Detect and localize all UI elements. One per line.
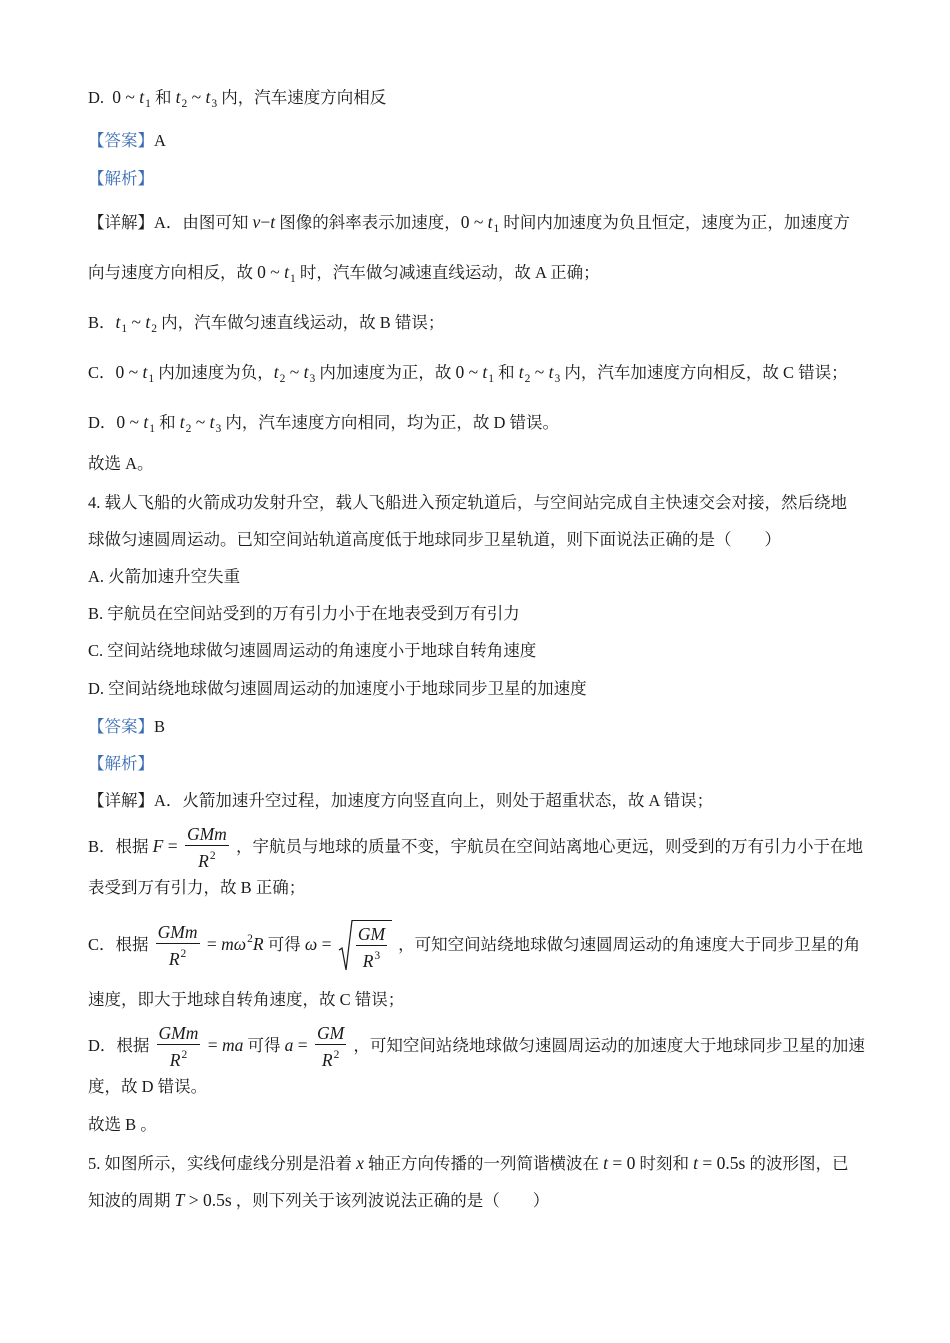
text-run: B． bbox=[88, 313, 116, 332]
fraction-denominator bbox=[315, 1045, 346, 1071]
math-text: = bbox=[163, 835, 182, 856]
math-symbol: t bbox=[145, 312, 151, 332]
math-variable bbox=[169, 949, 186, 969]
math-variable bbox=[187, 824, 227, 844]
text-run: 【详解】A．由图可知 bbox=[88, 213, 253, 232]
math-variable bbox=[548, 362, 561, 385]
text-run: 5. 如图所示，实线何虚线分别是沿着 bbox=[88, 1154, 357, 1173]
section-label: 【答案】 bbox=[88, 131, 154, 150]
text-run: A. 火箭加速升空失重 bbox=[88, 567, 241, 586]
text-run: 内加速度为正，故 bbox=[315, 363, 456, 382]
math-variable bbox=[179, 412, 192, 435]
math-symbol: F bbox=[152, 835, 164, 856]
section-label: 【解析】 bbox=[88, 754, 154, 773]
math-subscript: 3 bbox=[211, 98, 218, 110]
math-symbol: t bbox=[270, 212, 276, 232]
explanation-line bbox=[88, 260, 600, 291]
text-run: 和 bbox=[494, 363, 519, 382]
math-symbol: R bbox=[362, 951, 374, 971]
math-text: ~ bbox=[127, 312, 146, 332]
math-symbol: T bbox=[174, 1190, 185, 1210]
radical-stroke bbox=[339, 921, 353, 970]
section-label: 【答案】 bbox=[88, 717, 154, 736]
math-subscript: 1 bbox=[145, 98, 151, 110]
math-symbol: ω bbox=[304, 933, 318, 954]
math-variable bbox=[205, 87, 218, 110]
math-symbol: t bbox=[143, 412, 149, 432]
question-4-stem bbox=[88, 528, 781, 552]
text-run: 内，汽车速度方向相反 bbox=[217, 88, 387, 107]
math-symbol: v bbox=[252, 212, 261, 232]
fraction-numerator bbox=[156, 922, 200, 944]
math-symbol: t bbox=[303, 362, 309, 382]
text-run: 图像的斜率表示加速度， bbox=[275, 213, 461, 232]
text-run: C．根据 bbox=[88, 934, 153, 954]
math-subscript: 2 bbox=[185, 423, 192, 435]
math-symbol: t bbox=[179, 412, 185, 432]
option-a-line bbox=[88, 565, 240, 589]
math-variable bbox=[170, 1050, 187, 1070]
math-text: = 0.5s bbox=[698, 1153, 746, 1173]
math-symbol: GMm bbox=[158, 1023, 199, 1043]
math-symbol: t bbox=[548, 362, 554, 382]
math-variable bbox=[303, 362, 316, 385]
math-variable bbox=[518, 362, 531, 385]
math-subscript: 2 bbox=[151, 323, 157, 335]
math-variable bbox=[198, 851, 215, 871]
math-text: − bbox=[260, 212, 271, 232]
text-run: ，宇航员与地球的质量不变，宇航员在空间站离地心更远，则受到的万有引力小于在地 bbox=[231, 836, 863, 856]
math-text: 0 ~ bbox=[455, 362, 483, 382]
math-text: = bbox=[203, 1034, 223, 1055]
fraction-denominator bbox=[157, 1045, 201, 1071]
math-symbol: t bbox=[142, 362, 148, 382]
fraction-denominator bbox=[185, 846, 229, 872]
math-symbol: t bbox=[518, 362, 524, 382]
math-text: 0 ~ bbox=[257, 262, 285, 282]
math-symbol: t bbox=[139, 87, 145, 107]
math-symbol: GMm bbox=[157, 922, 198, 942]
text-run: 时间内加速度为负且恒定，速度为正，加速度方 bbox=[499, 213, 850, 232]
text-run: ，可知空间站绕地球做匀速圆周运动的角速度大于同步卫星的角 bbox=[394, 934, 861, 954]
math-symbol: GM bbox=[317, 1023, 345, 1043]
math-superscript: 2 bbox=[333, 1049, 340, 1061]
math-subscript: 1 bbox=[289, 273, 296, 285]
math-symbol: t bbox=[175, 87, 181, 107]
math-variable bbox=[284, 262, 296, 285]
math-symbol: R bbox=[169, 1050, 181, 1070]
radicand bbox=[353, 920, 392, 972]
math-symbol: t bbox=[487, 212, 493, 232]
math-symbol: a bbox=[284, 1034, 294, 1055]
math-variable bbox=[322, 1050, 339, 1070]
text-run: 内，汽车做匀速直线运动，故 B 错误； bbox=[156, 313, 445, 332]
text-run: B. 宇航员在空间站受到的万有引力小于在地表受到万有引力 bbox=[88, 604, 520, 623]
explanation-line bbox=[88, 1075, 207, 1099]
explanation-line bbox=[88, 410, 559, 441]
text-run: 轴正方向传播的一列简谐横波在 bbox=[363, 1154, 604, 1173]
text-run: 4. 载人飞船的火箭成功发射升空，载人飞船进入预定轨道后，与空间站完成自主快速交会对接，然后绕地 bbox=[88, 493, 847, 512]
math-text: > 0.5s bbox=[184, 1190, 232, 1210]
text-run: ，可知空间站绕地球做匀速圆周运动的加速度大于地球同步卫星的加速 bbox=[349, 1035, 865, 1055]
math-superscript: 2 bbox=[247, 932, 253, 945]
math-superscript: 2 bbox=[209, 850, 216, 862]
answer-line bbox=[88, 129, 166, 153]
math-variable bbox=[253, 934, 264, 954]
math-text: ~ bbox=[187, 87, 206, 107]
math-subscript: 1 bbox=[148, 373, 155, 385]
math-subscript: 1 bbox=[149, 423, 156, 435]
option-d-line bbox=[88, 85, 386, 116]
answer-line bbox=[88, 715, 165, 739]
math-symbol: ma bbox=[222, 1034, 244, 1055]
text-run: D． bbox=[88, 413, 117, 432]
math-superscript: 2 bbox=[181, 1049, 188, 1061]
math-text: 0 ~ bbox=[460, 212, 488, 232]
conclusion-line bbox=[88, 1113, 157, 1137]
text-run: 表受到万有引力，故 B 正确； bbox=[88, 878, 306, 897]
explanation-line bbox=[88, 1023, 865, 1071]
math-text: 0 ~ bbox=[112, 87, 140, 107]
text-run: 内，汽车加速度方向相反，故 C 错误； bbox=[560, 363, 848, 382]
fraction-numerator bbox=[157, 1023, 201, 1045]
question-5-stem bbox=[88, 1188, 549, 1213]
math-subscript: 3 bbox=[554, 373, 561, 385]
math-fraction bbox=[157, 1023, 201, 1071]
text-run: 故选 A。 bbox=[88, 454, 154, 473]
fraction-denominator bbox=[156, 944, 200, 970]
text-run: 时刻和 bbox=[635, 1154, 694, 1173]
math-fraction bbox=[356, 924, 387, 972]
explanation-line bbox=[88, 360, 848, 391]
math-variable bbox=[175, 1190, 185, 1210]
explanation-line bbox=[88, 988, 404, 1012]
explanation-line bbox=[88, 210, 850, 241]
explanation-line bbox=[88, 920, 860, 972]
math-superscript: 3 bbox=[374, 950, 381, 962]
text-run: 内加速度为负， bbox=[154, 363, 274, 382]
explanation-line bbox=[88, 824, 863, 872]
text-run: D. 空间站绕地球做匀速圆周运动的加速度小于地球同步卫星的加速度 bbox=[88, 679, 587, 698]
text-run: 和 bbox=[150, 88, 176, 107]
math-symbol: x bbox=[356, 1153, 364, 1173]
analysis-heading bbox=[88, 752, 154, 776]
text-run: 和 bbox=[155, 413, 180, 432]
math-variable bbox=[482, 362, 495, 385]
math-text: ~ bbox=[191, 412, 210, 432]
math-variable bbox=[305, 934, 317, 954]
math-text: = bbox=[293, 1034, 313, 1055]
analysis-heading bbox=[88, 167, 154, 191]
math-variable bbox=[356, 1153, 364, 1173]
text-run: C. 空间站绕地球做匀速圆周运动的角速度小于地球自转角速度 bbox=[88, 641, 537, 660]
question-5-stem bbox=[88, 1151, 848, 1176]
option-d-line bbox=[88, 677, 587, 701]
math-symbol: mω bbox=[221, 933, 247, 954]
math-text: ~ bbox=[530, 362, 549, 382]
math-symbol: R bbox=[198, 851, 209, 871]
text-run: 速度，即大于地球自转角速度，故 C 错误； bbox=[88, 990, 405, 1009]
math-symbol: R bbox=[252, 933, 264, 954]
math-subscript: 3 bbox=[309, 373, 316, 385]
explanation-line bbox=[88, 789, 713, 813]
math-variable bbox=[209, 412, 222, 435]
math-variable bbox=[139, 87, 151, 110]
text-run: D. bbox=[88, 88, 113, 107]
math-variable bbox=[487, 212, 500, 235]
text-run: 知波的周期 bbox=[88, 1191, 175, 1210]
math-variable bbox=[142, 362, 155, 385]
math-symbol: t bbox=[115, 312, 121, 332]
math-variable bbox=[175, 87, 188, 110]
square-root bbox=[338, 920, 392, 972]
math-variable bbox=[317, 1023, 344, 1043]
question-4-stem bbox=[88, 491, 847, 515]
radical-sign bbox=[338, 920, 353, 972]
math-subscript: 1 bbox=[121, 323, 128, 335]
text-run: 球做匀速圆周运动。已知空间站轨道高度低于地球同步卫星轨道，则下面说法正确的是（ ） bbox=[88, 530, 781, 549]
math-subscript: 2 bbox=[524, 373, 531, 385]
math-variable bbox=[273, 362, 286, 385]
fraction-numerator bbox=[356, 924, 387, 946]
fraction-numerator bbox=[315, 1023, 346, 1045]
math-superscript: 2 bbox=[180, 948, 187, 960]
math-fraction bbox=[185, 824, 229, 872]
text-run: 向与速度方向相反，故 bbox=[88, 263, 258, 282]
math-subscript: 1 bbox=[493, 223, 500, 235]
math-symbol: GMm bbox=[186, 824, 227, 844]
math-symbol: R bbox=[168, 949, 180, 969]
math-variable bbox=[115, 312, 128, 335]
math-variable bbox=[358, 924, 385, 944]
math-variable bbox=[145, 312, 157, 335]
math-variable bbox=[363, 951, 380, 971]
math-variable bbox=[153, 836, 164, 856]
text-run: 内，汽车速度方向相同，均为正，故 D 错误。 bbox=[221, 413, 560, 432]
math-subscript: 1 bbox=[488, 373, 495, 385]
math-text: 0 ~ bbox=[116, 412, 144, 432]
explanation-line bbox=[88, 876, 305, 900]
text-run: 【详解】A．火箭加速升空过程，加速度方向竖直向上，则处于超重状态，故 A 错误； bbox=[88, 791, 714, 810]
math-text: 0 ~ bbox=[115, 362, 143, 382]
text-run: 可得 bbox=[263, 934, 305, 954]
text-run: ，则下列关于该列波说法正确的是（ ） bbox=[231, 1191, 550, 1210]
math-text: = bbox=[317, 933, 336, 954]
math-variable bbox=[143, 412, 156, 435]
explanation-line bbox=[88, 310, 444, 341]
math-symbol: t bbox=[205, 87, 211, 107]
math-subscript: 2 bbox=[181, 98, 188, 110]
math-subscript: 3 bbox=[215, 423, 222, 435]
math-variable bbox=[159, 1023, 199, 1043]
math-symbol: GM bbox=[357, 924, 386, 944]
text-run: 可得 bbox=[243, 1035, 285, 1055]
math-symbol: t bbox=[603, 1153, 609, 1173]
math-subscript: 2 bbox=[279, 373, 286, 385]
section-label: 【解析】 bbox=[88, 169, 154, 188]
math-symbol: t bbox=[482, 362, 488, 382]
option-b-line bbox=[88, 602, 520, 626]
math-fraction bbox=[156, 922, 200, 970]
text-run: 时，汽车做匀减速直线运动，故 A 正确； bbox=[295, 263, 600, 282]
math-symbol: t bbox=[209, 412, 215, 432]
option-c-line bbox=[88, 639, 536, 663]
math-symbol: t bbox=[693, 1153, 699, 1173]
text-run: D．根据 bbox=[88, 1035, 154, 1055]
fraction-numerator bbox=[185, 824, 229, 846]
text-run: 度，故 D 错误。 bbox=[88, 1077, 208, 1096]
math-text: ~ bbox=[285, 362, 304, 382]
math-fraction bbox=[315, 1023, 346, 1071]
text-run: A bbox=[154, 131, 166, 150]
math-variable bbox=[221, 934, 253, 954]
math-symbol: t bbox=[273, 362, 279, 382]
text-run: 故选 B 。 bbox=[88, 1115, 157, 1134]
text-run: 的波形图，已 bbox=[745, 1154, 849, 1173]
fraction-denominator bbox=[356, 946, 387, 972]
conclusion-line bbox=[88, 452, 154, 476]
math-text: = bbox=[202, 933, 222, 954]
math-text: = 0 bbox=[608, 1153, 636, 1173]
text-run: B．根据 bbox=[88, 836, 153, 856]
math-symbol: R bbox=[321, 1050, 333, 1070]
text-run: C． bbox=[88, 363, 116, 382]
math-symbol: t bbox=[284, 262, 289, 282]
math-variable bbox=[158, 922, 198, 942]
text-run: B bbox=[154, 717, 166, 736]
math-variable bbox=[222, 1035, 243, 1055]
